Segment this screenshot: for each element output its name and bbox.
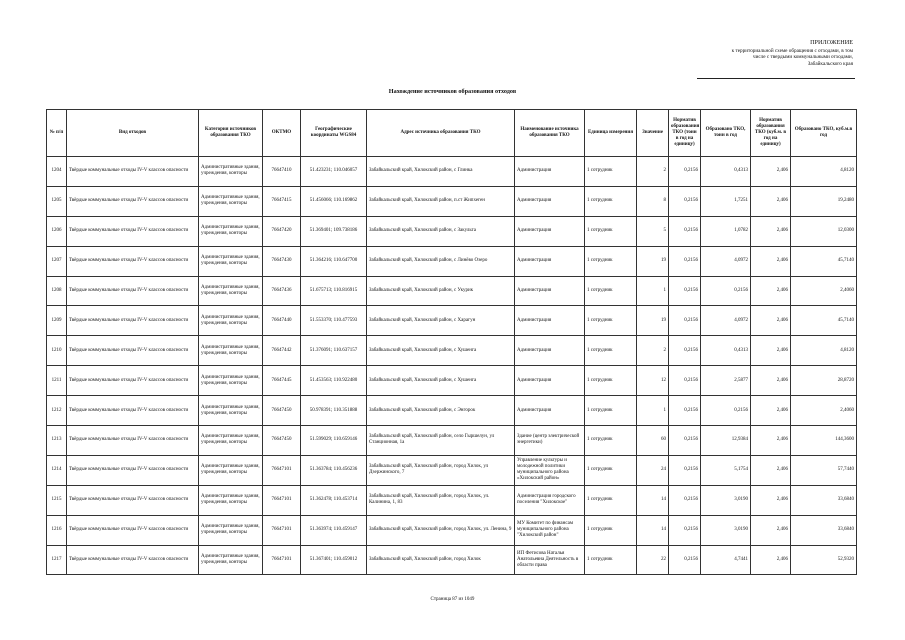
norm-tons-cell: 0,2156 xyxy=(669,426,701,456)
oktmo-code-cell: 76647445 xyxy=(263,366,301,396)
coordinates-cell: 51.363784; 110.456236 xyxy=(301,455,367,485)
norm-tons-cell: 0,2156 xyxy=(669,515,701,545)
oktmo-code-cell: 76647101 xyxy=(263,485,301,515)
total-cubic-cell: 12,0300 xyxy=(791,216,857,246)
row-number-cell: 1213 xyxy=(47,426,67,456)
row-number-cell: 1217 xyxy=(47,545,67,575)
address-cell: Забайкальский край, Хилокский район, с Закульта xyxy=(367,216,515,246)
norm-tons-cell: 0,2156 xyxy=(669,336,701,366)
row-number-cell: 1214 xyxy=(47,455,67,485)
value-cell: 19 xyxy=(637,246,669,276)
source-category-cell: Административные здания, учреждения, конторы xyxy=(199,306,263,336)
column-header: Географические координаты WGS84 xyxy=(301,110,367,157)
row-number-cell: 1215 xyxy=(47,485,67,515)
value-cell: 12 xyxy=(637,366,669,396)
waste-kind-cell: Твёрдые коммунальные отходы IV-V классов опасности xyxy=(67,216,199,246)
source-name-cell: Администрация городского поселения "Хилокское" xyxy=(515,485,585,515)
total-tons-cell: 3,0190 xyxy=(701,515,751,545)
row-number-cell: 1207 xyxy=(47,246,67,276)
waste-kind-cell: Твёрдые коммунальные отходы IV-V классов опасности xyxy=(67,276,199,306)
source-name-cell: Здание (центр электрической энергетики) xyxy=(515,426,585,456)
total-tons-cell: 0,2156 xyxy=(701,396,751,426)
source-name-cell: МУ Комитет по финансам муниципального района "Хилокский район" xyxy=(515,515,585,545)
row-number-cell: 1206 xyxy=(47,216,67,246)
waste-kind-cell: Твёрдые коммунальные отходы IV-V классов опасности xyxy=(67,455,199,485)
source-category-cell: Административные здания, учреждения, конторы xyxy=(199,396,263,426)
total-cubic-cell: 45,7140 xyxy=(791,246,857,276)
source-category-cell: Административные здания, учреждения, конторы xyxy=(199,276,263,306)
value-cell: 24 xyxy=(637,455,669,485)
coordinates-cell: 51.675713; 110.816915 xyxy=(301,276,367,306)
unit-cell: 1 сотрудник xyxy=(585,246,637,276)
oktmo-code-cell: 76647410 xyxy=(263,157,301,187)
norm-cubic-cell: 2,406 xyxy=(751,515,791,545)
total-tons-cell: 12,9384 xyxy=(701,426,751,456)
total-tons-cell: 1,0782 xyxy=(701,216,751,246)
address-cell: Забайкальский край, Хилокский район, город Хилок, ул. Ленина, 9 xyxy=(367,515,515,545)
table-header-row xyxy=(47,110,857,157)
row-number-cell: 1205 xyxy=(47,186,67,216)
column-header: Единица измерения xyxy=(585,110,637,157)
column-header: Адрес источника образования ТКО xyxy=(367,110,515,157)
waste-kind-cell: Твёрдые коммунальные отходы IV-V классов опасности xyxy=(67,366,199,396)
norm-cubic-cell: 2,406 xyxy=(751,186,791,216)
oktmo-code-cell: 76647101 xyxy=(263,515,301,545)
source-name-cell: Администрация xyxy=(515,186,585,216)
total-cubic-cell: 2,4060 xyxy=(791,396,857,426)
coordinates-cell: 51.553370; 110.477593 xyxy=(301,306,367,336)
coordinates-cell: 51.599029; 110.659146 xyxy=(301,426,367,456)
row-number-cell: 1210 xyxy=(47,336,67,366)
column-header: Образовано ТКО, куб.м.в год xyxy=(791,110,857,157)
column-header: Норматив образования ТКО (куб.м. в год на единицу) xyxy=(751,110,791,157)
total-cubic-cell: 28,8720 xyxy=(791,366,857,396)
table-row xyxy=(47,396,857,426)
norm-cubic-cell: 2,406 xyxy=(751,276,791,306)
source-category-cell: Административные здания, учреждения, конторы xyxy=(199,426,263,456)
coordinates-cell: 51.367401; 110.459012 xyxy=(301,545,367,575)
oktmo-code-cell: 76647440 xyxy=(263,306,301,336)
total-cubic-cell: 33,6840 xyxy=(791,515,857,545)
norm-tons-cell: 0,2156 xyxy=(669,545,701,575)
unit-cell: 1 сотрудник xyxy=(585,545,637,575)
unit-cell: 1 сотрудник xyxy=(585,366,637,396)
oktmo-code-cell: 76647436 xyxy=(263,276,301,306)
source-name-cell: Администрация xyxy=(515,366,585,396)
oktmo-code-cell: 76647101 xyxy=(263,455,301,485)
norm-tons-cell: 0,2156 xyxy=(669,485,701,515)
total-tons-cell: 5,1754 xyxy=(701,455,751,485)
value-cell: 1 xyxy=(637,396,669,426)
total-cubic-cell: 144,3600 xyxy=(791,426,857,456)
value-cell: 2 xyxy=(637,157,669,187)
waste-kind-cell: Твёрдые коммунальные отходы IV-V классов опасности xyxy=(67,157,199,187)
table-row xyxy=(47,157,857,187)
column-header: № п/п xyxy=(47,110,67,157)
norm-cubic-cell: 2,406 xyxy=(751,485,791,515)
value-cell: 19 xyxy=(637,306,669,336)
waste-kind-cell: Твёрдые коммунальные отходы IV-V классов опасности xyxy=(67,336,199,366)
norm-cubic-cell: 2,406 xyxy=(751,216,791,246)
coordinates-cell: 51.453563; 110.922480 xyxy=(301,366,367,396)
source-category-cell: Административные здания, учреждения, конторы xyxy=(199,336,263,366)
norm-cubic-cell: 2,406 xyxy=(751,306,791,336)
norm-cubic-cell: 2,406 xyxy=(751,157,791,187)
unit-cell: 1 сотрудник xyxy=(585,276,637,306)
waste-kind-cell: Твёрдые коммунальные отходы IV-V классов опасности xyxy=(67,485,199,515)
source-category-cell: Административные здания, учреждения, конторы xyxy=(199,246,263,276)
unit-cell: 1 сотрудник xyxy=(585,396,637,426)
table-row xyxy=(47,246,857,276)
address-cell: Забайкальский край, Хилокский район, с Хушенга xyxy=(367,336,515,366)
source-name-cell: Администрация xyxy=(515,396,585,426)
waste-kind-cell: Твёрдые коммунальные отходы IV-V классов опасности xyxy=(67,426,199,456)
appendix-rule xyxy=(697,78,855,79)
norm-cubic-cell: 2,406 xyxy=(751,366,791,396)
unit-cell: 1 сотрудник xyxy=(585,157,637,187)
total-tons-cell: 0,4313 xyxy=(701,157,751,187)
total-tons-cell: 2,5877 xyxy=(701,366,751,396)
table-row xyxy=(47,186,857,216)
row-number-cell: 1212 xyxy=(47,396,67,426)
sources-table xyxy=(46,109,857,575)
unit-cell: 1 сотрудник xyxy=(585,216,637,246)
document-title: Нахождение источников образования отходов xyxy=(388,88,517,95)
coordinates-cell: 51.369401; 109.738186 xyxy=(301,216,367,246)
column-header: Наименование источника образования ТКО xyxy=(515,110,585,157)
table-row xyxy=(47,455,857,485)
total-cubic-cell: 52,9320 xyxy=(791,545,857,575)
value-cell: 5 xyxy=(637,216,669,246)
table-row xyxy=(47,216,857,246)
norm-tons-cell: 0,2156 xyxy=(669,366,701,396)
row-number-cell: 1211 xyxy=(47,366,67,396)
total-tons-cell: 0,4313 xyxy=(701,336,751,366)
column-header: Вид отходов xyxy=(67,110,199,157)
total-cubic-cell: 19,2480 xyxy=(791,186,857,216)
source-name-cell: Администрация xyxy=(515,157,585,187)
appendix-block xyxy=(653,40,853,67)
coordinates-cell: 50.978391; 110.351888 xyxy=(301,396,367,426)
waste-kind-cell: Твёрдые коммунальные отходы IV-V классов опасности xyxy=(67,396,199,426)
coordinates-cell: 51.363974; 110.459147 xyxy=(301,515,367,545)
row-number-cell: 1204 xyxy=(47,157,67,187)
waste-kind-cell: Твёрдые коммунальные отходы IV-V классов опасности xyxy=(67,306,199,336)
waste-kind-cell: Твёрдые коммунальные отходы IV-V классов опасности xyxy=(67,515,199,545)
address-cell: Забайкальский край, Хилокский район, город Хилок xyxy=(367,545,515,575)
oktmo-code-cell: 76647450 xyxy=(263,396,301,426)
source-category-cell: Административные здания, учреждения, конторы xyxy=(199,216,263,246)
source-category-cell: Административные здания, учреждения, конторы xyxy=(199,186,263,216)
norm-cubic-cell: 2,406 xyxy=(751,455,791,485)
table-row xyxy=(47,306,857,336)
table-row xyxy=(47,485,857,515)
source-category-cell: Административные здания, учреждения, конторы xyxy=(199,157,263,187)
unit-cell: 1 сотрудник xyxy=(585,485,637,515)
unit-cell: 1 сотрудник xyxy=(585,426,637,456)
value-cell: 14 xyxy=(637,485,669,515)
source-name-cell: Управление культуры и молодежной политики муниципального района «Хилокский район» xyxy=(515,455,585,485)
source-name-cell: Администрация xyxy=(515,216,585,246)
appendix-heading: ПРИЛОЖЕНИЕ xyxy=(810,39,853,46)
norm-cubic-cell: 2,406 xyxy=(751,545,791,575)
page-number: Страница 87 из 1049 xyxy=(430,597,475,602)
total-tons-cell: 3,0190 xyxy=(701,485,751,515)
column-header: ОКТМО xyxy=(263,110,301,157)
total-tons-cell: 4,0972 xyxy=(701,306,751,336)
source-name-cell: ИП Фетисова Наталья Анатольевна Деятельность в области права xyxy=(515,545,585,575)
table-row xyxy=(47,545,857,575)
total-cubic-cell: 4,8120 xyxy=(791,157,857,187)
total-cubic-cell: 45,7140 xyxy=(791,306,857,336)
total-cubic-cell: 57,7440 xyxy=(791,455,857,485)
norm-cubic-cell: 2,406 xyxy=(751,426,791,456)
value-cell: 60 xyxy=(637,426,669,456)
address-cell: Забайкальский край, Хилокский район, с Линёво Озеро xyxy=(367,246,515,276)
norm-tons-cell: 0,2156 xyxy=(669,396,701,426)
value-cell: 22 xyxy=(637,545,669,575)
coordinates-cell: 51.456066; 110.169862 xyxy=(301,186,367,216)
column-header: Категория источников образования ТКО xyxy=(199,110,263,157)
value-cell: 14 xyxy=(637,515,669,545)
norm-tons-cell: 0,2156 xyxy=(669,306,701,336)
row-number-cell: 1216 xyxy=(47,515,67,545)
total-tons-cell: 4,0972 xyxy=(701,246,751,276)
table-body xyxy=(47,157,857,575)
value-cell: 2 xyxy=(637,336,669,366)
norm-tons-cell: 0,2156 xyxy=(669,157,701,187)
oktmo-code-cell: 76647101 xyxy=(263,545,301,575)
unit-cell: 1 сотрудник xyxy=(585,306,637,336)
total-tons-cell: 4,7441 xyxy=(701,545,751,575)
oktmo-code-cell: 76647420 xyxy=(263,216,301,246)
coordinates-cell: 51.362478; 110.453714 xyxy=(301,485,367,515)
source-category-cell: Административные здания, учреждения, конторы xyxy=(199,485,263,515)
address-cell: Забайкальский край, Хилокский район, с Укурик xyxy=(367,276,515,306)
row-number-cell: 1209 xyxy=(47,306,67,336)
source-name-cell: Администрация xyxy=(515,276,585,306)
unit-cell: 1 сотрудник xyxy=(585,186,637,216)
row-number-cell: 1208 xyxy=(47,276,67,306)
address-cell: Забайкальский край, Хилокский район, п.ст Жипхеген xyxy=(367,186,515,216)
waste-kind-cell: Твёрдые коммунальные отходы IV-V классов опасности xyxy=(67,186,199,216)
address-cell: Забайкальский край, Хилокский район, город Хилок, ул Дзержинского, 7 xyxy=(367,455,515,485)
appendix-line: числе с твердыми коммунальными отходами, xyxy=(752,54,853,61)
source-name-cell: Администрация xyxy=(515,306,585,336)
table-row xyxy=(47,366,857,396)
norm-tons-cell: 0,2156 xyxy=(669,276,701,306)
source-category-cell: Административные здания, учреждения, конторы xyxy=(199,545,263,575)
unit-cell: 1 сотрудник xyxy=(585,455,637,485)
norm-tons-cell: 0,2156 xyxy=(669,455,701,485)
column-header: Норматив образования ТКО (тонн в год на единицу) xyxy=(669,110,701,157)
source-category-cell: Административные здания, учреждения, конторы xyxy=(199,366,263,396)
oktmo-code-cell: 76647430 xyxy=(263,246,301,276)
address-cell: Забайкальский край, Хилокский район, село Гыршелун, ул Станционная, 1а xyxy=(367,426,515,456)
total-cubic-cell: 4,8120 xyxy=(791,336,857,366)
oktmo-code-cell: 76647442 xyxy=(263,336,301,366)
norm-tons-cell: 0,2156 xyxy=(669,246,701,276)
oktmo-code-cell: 76647415 xyxy=(263,186,301,216)
table-row xyxy=(47,276,857,306)
waste-kind-cell: Твёрдые коммунальные отходы IV-V классов опасности xyxy=(67,545,199,575)
address-cell: Забайкальский край, Хилокский район, с Глинка xyxy=(367,157,515,187)
norm-cubic-cell: 2,406 xyxy=(751,336,791,366)
address-cell: Забайкальский край, Хилокский район, с Энгорок xyxy=(367,396,515,426)
value-cell: 1 xyxy=(637,276,669,306)
source-category-cell: Административные здания, учреждения, конторы xyxy=(199,455,263,485)
source-name-cell: Администрация xyxy=(515,246,585,276)
coordinates-cell: 51.364216; 110.647700 xyxy=(301,246,367,276)
value-cell: 8 xyxy=(637,186,669,216)
norm-cubic-cell: 2,406 xyxy=(751,396,791,426)
table-row xyxy=(47,426,857,456)
address-cell: Забайкальский край, Хилокский район, с Харагун xyxy=(367,306,515,336)
unit-cell: 1 сотрудник xyxy=(585,336,637,366)
address-cell: Забайкальский край, Хилокский район, город Хилок, ул. Калинина, 1, 83 xyxy=(367,485,515,515)
total-tons-cell: 1,7251 xyxy=(701,186,751,216)
column-header: Образовано ТКО, тонн в год xyxy=(701,110,751,157)
norm-cubic-cell: 2,406 xyxy=(751,246,791,276)
column-header: Значение xyxy=(637,110,669,157)
appendix-line: Забайкальского края xyxy=(807,60,853,67)
table-row xyxy=(47,515,857,545)
coordinates-cell: 51.376091; 110.637157 xyxy=(301,336,367,366)
waste-kind-cell: Твёрдые коммунальные отходы IV-V классов опасности xyxy=(67,246,199,276)
source-category-cell: Административные здания, учреждения, конторы xyxy=(199,515,263,545)
norm-tons-cell: 0,2156 xyxy=(669,186,701,216)
total-tons-cell: 0,2156 xyxy=(701,276,751,306)
oktmo-code-cell: 76647450 xyxy=(263,426,301,456)
table-row xyxy=(47,336,857,366)
coordinates-cell: 51.423231; 110.046057 xyxy=(301,157,367,187)
address-cell: Забайкальский край, Хилокский район, с Хушенга xyxy=(367,366,515,396)
total-cubic-cell: 2,4060 xyxy=(791,276,857,306)
source-name-cell: Администрация xyxy=(515,336,585,366)
unit-cell: 1 сотрудник xyxy=(585,515,637,545)
norm-tons-cell: 0,2156 xyxy=(669,216,701,246)
total-cubic-cell: 33,6840 xyxy=(791,485,857,515)
appendix-line: к территориальной схеме обращения с отходами, в том xyxy=(731,47,853,54)
